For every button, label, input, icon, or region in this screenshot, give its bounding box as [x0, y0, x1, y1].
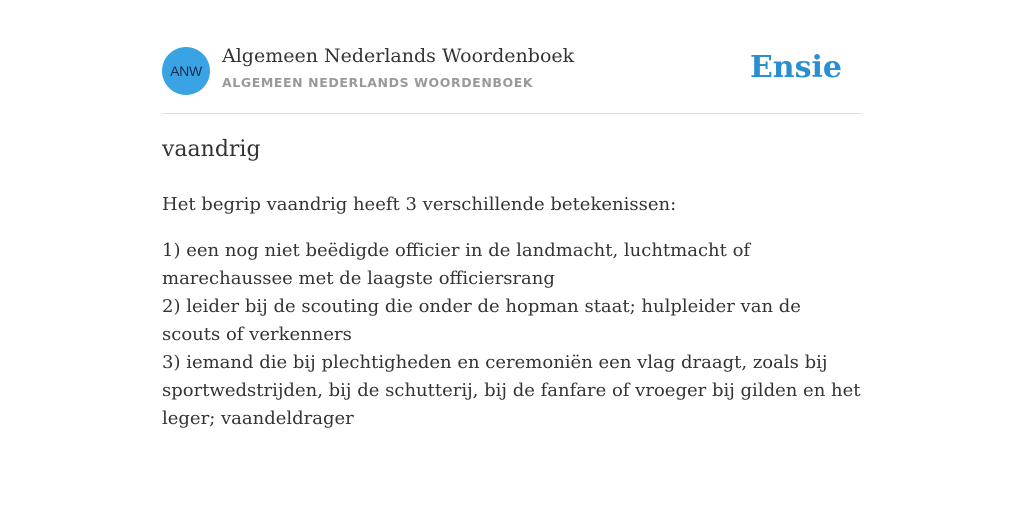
- definition-item: 1) een nog niet beëdigde officier in de landmacht, luchtmacht of marechaussee met de laagste officiersrang: [162, 240, 751, 289]
- anw-logo[interactable]: ANW: [162, 47, 210, 95]
- definitions-list: [162, 237, 862, 433]
- definition-item: 2) leider bij de scouting die onder de hopman staat; hulpleider van de scouts of verkenners: [162, 296, 801, 345]
- definitions-intro: Het begrip vaandrig heeft 3 verschillende betekenissen:: [162, 194, 677, 215]
- ensie-brand-logo[interactable]: Ensie: [749, 50, 842, 85]
- definition-item: 3) iemand die bij plechtigheden en ceremoniën een vlag draagt, zoals bij sportwedstrijden, bij de schutterij, bij de fanfare of vroeger bij gilden en het leger; vaandeldrager: [162, 352, 861, 429]
- source-title[interactable]: Algemeen Nederlands Woordenboek: [222, 45, 575, 67]
- entry-card: [162, 0, 862, 429]
- source-header: [162, 0, 862, 114]
- headword: vaandrig: [162, 137, 261, 162]
- source-subtitle: ALGEMEEN NEDERLANDS WOORDENBOEK: [222, 75, 534, 90]
